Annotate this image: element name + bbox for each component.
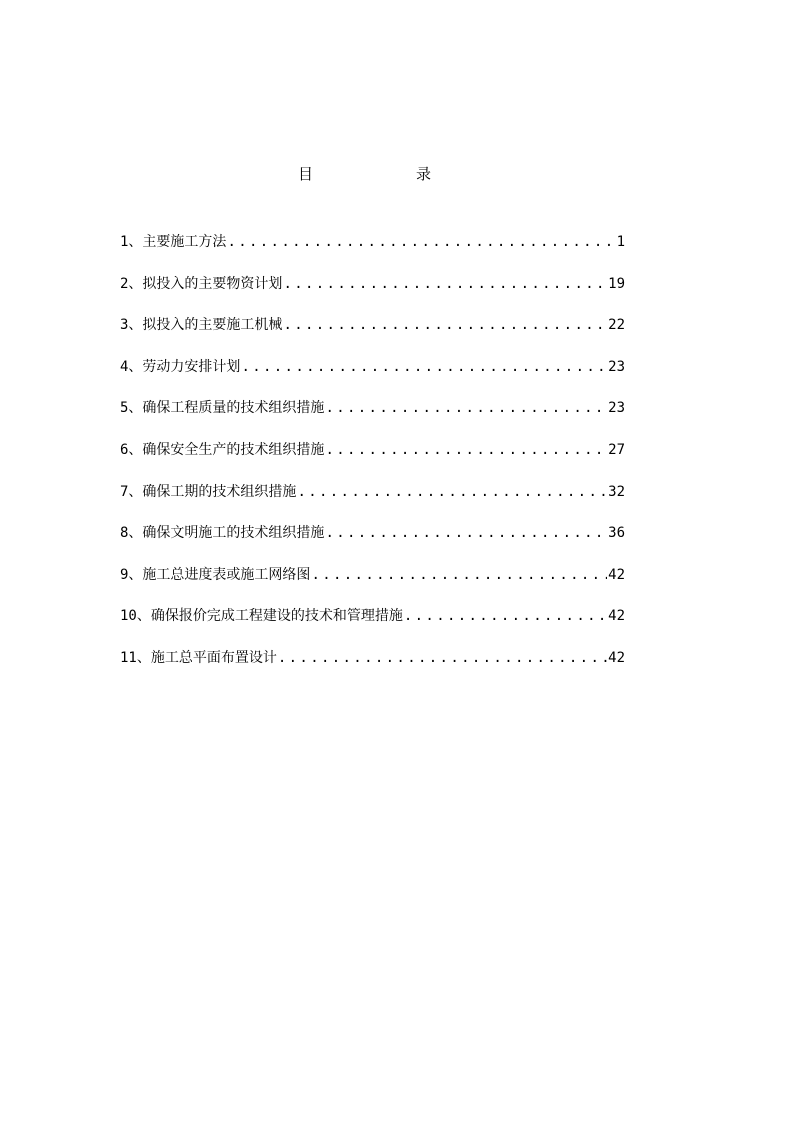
toc-entry-label: 11、施工总平面布置设计	[120, 649, 277, 666]
toc-entry-4[interactable]	[120, 357, 625, 399]
toc-leader-dots	[227, 232, 615, 252]
toc-entry-11[interactable]	[120, 648, 625, 690]
toc-entry-1[interactable]	[120, 232, 625, 274]
toc-entry-page: 42	[608, 649, 625, 666]
toc-list	[120, 232, 625, 690]
toc-leader-dots	[325, 440, 607, 460]
toc-heading-char-1: 目	[298, 165, 314, 183]
toc-entry-page: 23	[608, 400, 625, 417]
toc-entry-2[interactable]	[120, 274, 625, 316]
toc-entry-label: 3、拟投入的主要施工机械	[120, 317, 283, 334]
toc-heading-char-2: 录	[416, 165, 432, 183]
toc-entry-6[interactable]	[120, 440, 625, 482]
toc-heading	[0, 164, 794, 184]
toc-leader-dots	[283, 315, 607, 335]
toc-entry-page: 23	[608, 358, 625, 375]
toc-entry-7[interactable]	[120, 482, 625, 524]
toc-entry-label: 5、确保工程质量的技术组织措施	[120, 400, 325, 417]
toc-entry-page: 36	[608, 525, 625, 542]
toc-leader-dots	[311, 565, 607, 585]
toc-entry-page: 22	[608, 317, 625, 334]
toc-entry-label: 8、确保文明施工的技术组织措施	[120, 525, 325, 542]
toc-entry-8[interactable]	[120, 523, 625, 565]
toc-entry-page: 1	[616, 234, 625, 250]
toc-entry-10[interactable]	[120, 606, 625, 648]
toc-entry-5[interactable]	[120, 398, 625, 440]
toc-entry-label: 7、确保工期的技术组织措施	[120, 483, 297, 500]
toc-entry-3[interactable]	[120, 315, 625, 357]
toc-leader-dots	[325, 398, 607, 418]
toc-entry-label: 9、施工总进度表或施工网络图	[120, 566, 311, 583]
toc-entry-label: 6、确保安全生产的技术组织措施	[120, 441, 325, 458]
toc-entry-label: 4、劳动力安排计划	[120, 358, 241, 375]
toc-entry-page: 42	[608, 566, 625, 583]
toc-leader-dots	[241, 357, 607, 377]
toc-leader-dots	[404, 606, 607, 626]
toc-leader-dots	[297, 482, 607, 502]
toc-entry-page: 42	[608, 608, 625, 625]
toc-entry-label: 2、拟投入的主要物资计划	[120, 275, 283, 292]
toc-entry-label: 1、主要施工方法	[120, 234, 227, 250]
toc-entry-page: 19	[608, 275, 625, 292]
toc-entry-page: 32	[608, 483, 625, 500]
toc-entry-9[interactable]	[120, 565, 625, 607]
toc-leader-dots	[283, 274, 607, 294]
toc-entry-page: 27	[608, 441, 625, 458]
toc-leader-dots	[325, 523, 607, 543]
toc-leader-dots	[278, 648, 607, 668]
toc-entry-label: 10、确保报价完成工程建设的技术和管理措施	[120, 608, 403, 625]
